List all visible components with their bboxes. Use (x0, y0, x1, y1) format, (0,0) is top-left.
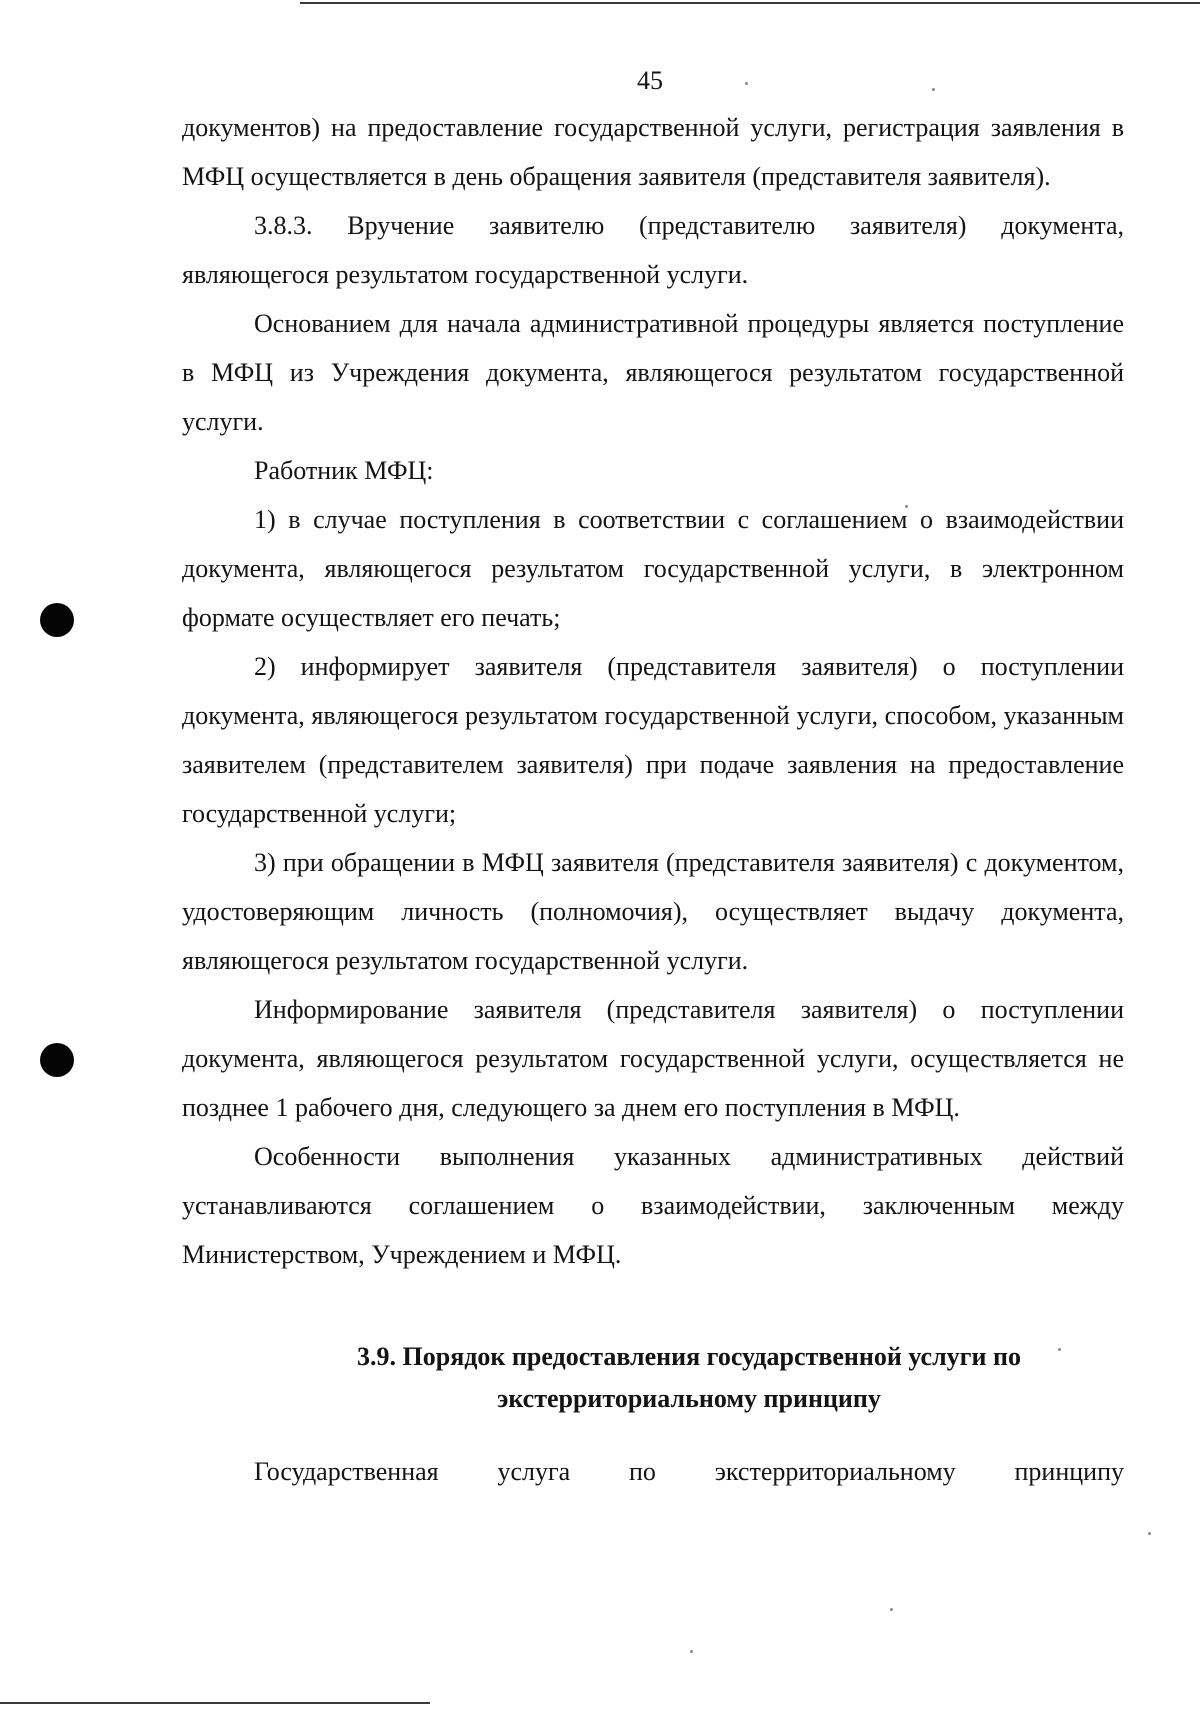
page-number: 45 (637, 66, 663, 95)
punch-hole (40, 603, 74, 637)
scan-border-bottom (0, 1702, 430, 1704)
paragraph-3-8-3: 3.8.3. Вручение заявителю (представителю заявителя) документа, являющегося результатом государственной услуги. (182, 211, 1124, 289)
paragraph-extraterritorial: Государственная услуга по экстерриториальному принципу (254, 1457, 1124, 1486)
document-body (182, 103, 1124, 1496)
punch-hole (40, 1043, 74, 1077)
section-heading-3-9 (182, 1328, 1124, 1420)
scan-speck (1148, 1532, 1151, 1535)
list-item-3: 3) при обращении в МФЦ заявителя (представителя заявителя) с документом, удостоверяющим личность (полномочия), осуществляет выдачу документа, являющегося результатом государственной услуги. (182, 848, 1124, 975)
section-heading-line: экстерриториальному принципу (497, 1384, 881, 1413)
scan-border-top (300, 2, 1200, 4)
list-item-1: 1) в случае поступления в соответствии с соглашением о взаимодействии документа, являющегося результатом государственной услуги, в электронном формате осуществляет его печать; (182, 505, 1124, 632)
paragraph-basis: Основанием для начала административной процедуры является поступление в МФЦ из Учреждения документа, являющегося результатом государственной услуги. (182, 309, 1124, 436)
paragraph-continuation: документов) на предоставление государственной услуги, регистрация заявления в МФЦ осуществляется в день обращения заявителя (представителя заявителя). (182, 113, 1124, 191)
scan-speck (890, 1608, 893, 1611)
scan-speck (690, 1650, 693, 1653)
paragraph-worker: Работник МФЦ: (254, 456, 434, 485)
paragraph-informing: Информирование заявителя (представителя заявителя) о поступлении документа, являющегося результатом государственной услуги, осуществляется не позднее 1 рабочего дня, следующего за днем его поступления в МФЦ. (182, 995, 1124, 1122)
paragraph-features: Особенности выполнения указанных административных действий устанавливаются соглашением о взаимодействии, заключенным между Министерством, Учреждением и МФЦ. (182, 1142, 1124, 1269)
section-heading-line: 3.9. Порядок предоставления государственной услуги по (357, 1342, 1021, 1371)
list-item-2: 2) информирует заявителя (представителя заявителя) о поступлении документа, являющегося результатом государственной услуги, способом, указанным заявителем (представителем заявителя) при подаче заявления на предоставление государственной услуги; (182, 652, 1124, 828)
